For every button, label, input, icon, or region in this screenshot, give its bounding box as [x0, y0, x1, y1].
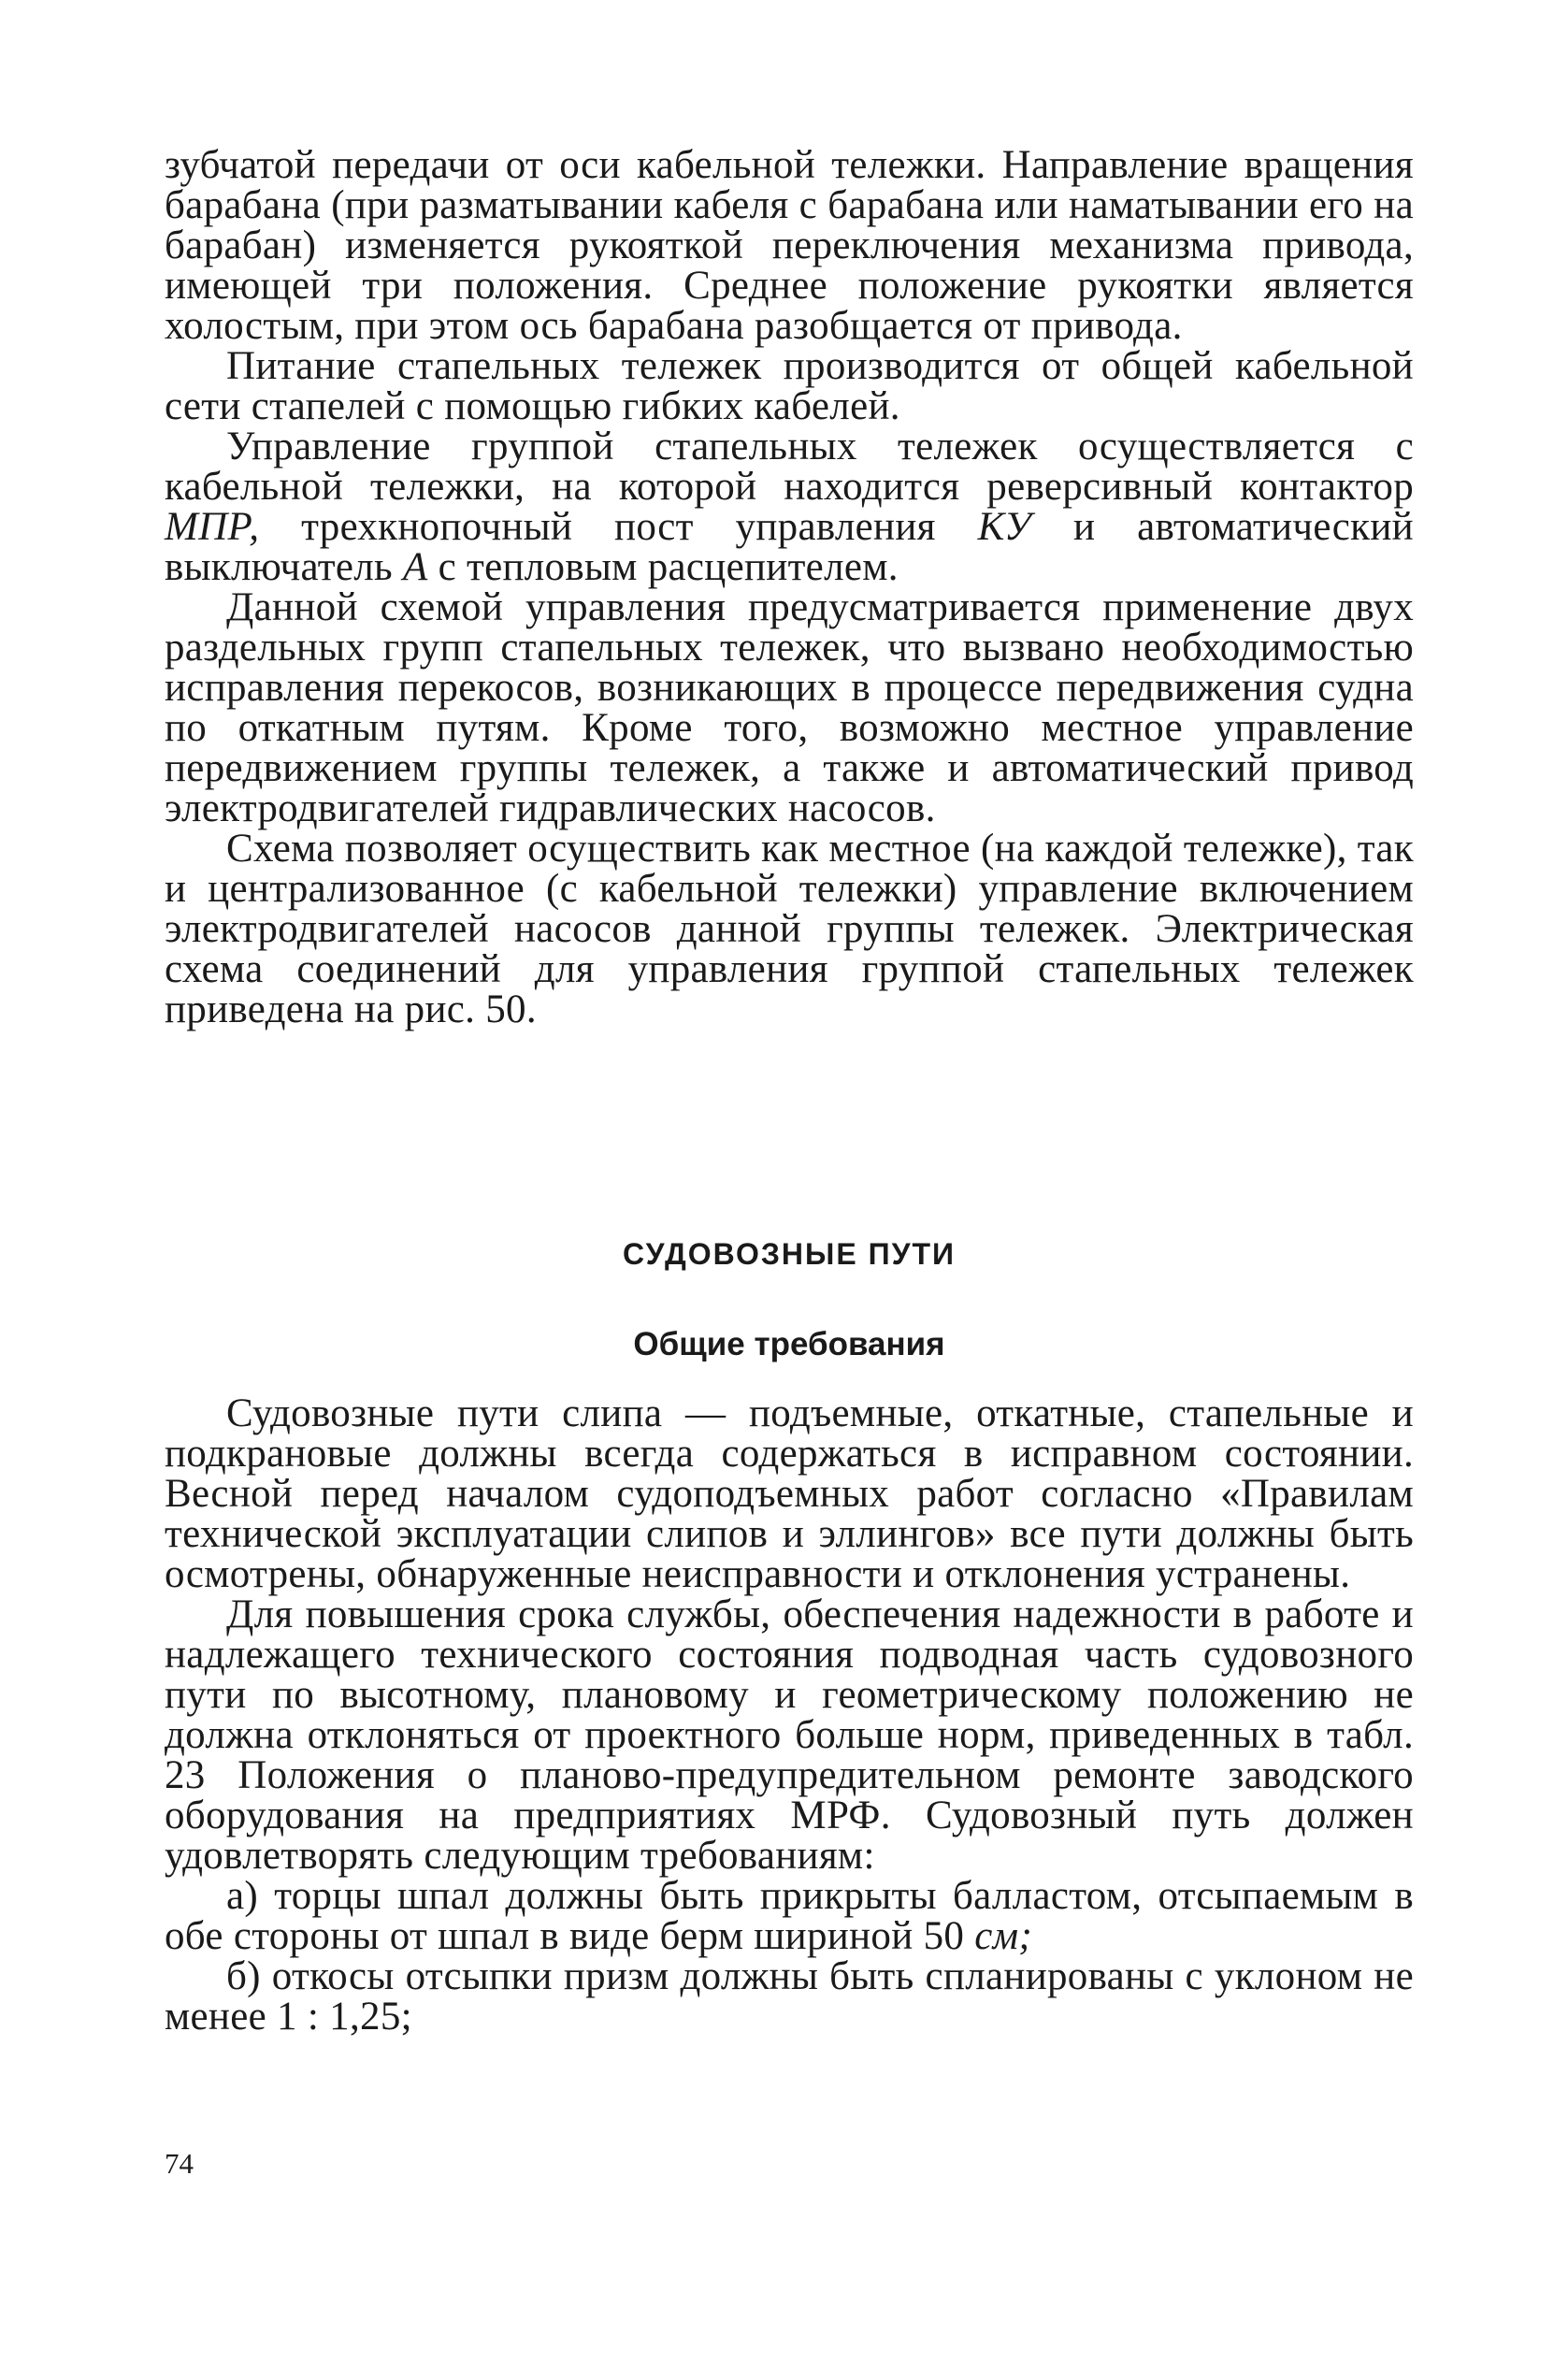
text-run: Управление группой стапельных тележек осуществляется с кабельной тележки, на которой находится реверсивный контактор	[165, 425, 1414, 509]
paragraph	[165, 1956, 1414, 2037]
text-run: трехкнопочный пост управления	[259, 505, 978, 549]
text-run: а) торцы шпал должны быть прикрыты балластом, отсыпаемым в обе стороны от шпал в виде берм шириной 50	[165, 1874, 1414, 1958]
italic-text: А	[402, 545, 428, 589]
text-block-bottom	[165, 1393, 1414, 2037]
italic-text: МПР,	[165, 505, 260, 549]
italic-text: см;	[974, 1914, 1032, 1958]
text-run: зубчатой передачи от оси кабельной тележки. Направление вращения барабана (при разматывании кабеля с барабана или наматывании его на барабан) изменяется рукояткой переключения механизма привода, имеющей три положения. Среднее положение рукоятки является холостым, при этом ось барабана разобщается от привода.	[165, 143, 1414, 348]
page-number: 74	[165, 2147, 194, 2180]
paragraph	[165, 828, 1414, 1030]
paragraph	[165, 426, 1414, 587]
text-run: Схема позволяет осуществить как местное (на каждой тележке), так и централизованное (с кабельной тележки) управление включением электродвигателей насосов данной группы тележек. Электрическая схема соединений для управления группой стапельных тележек приведена на рис. 50.	[165, 827, 1414, 1031]
paragraph	[165, 587, 1414, 828]
text-run: Данной схемой управления предусматривается применение двух раздельных групп стапельных тележек, что вызвано необходимостью исправления перекосов, возникающих в процессе передвижения судна по откатным путям. Кроме того, возможно местное управление передвижением группы тележек, а также и автоматический привод электродвигателей гидравлических насосов.	[165, 585, 1414, 830]
italic-text: КУ	[977, 505, 1032, 549]
paragraph	[165, 1876, 1414, 1956]
paragraph	[165, 1594, 1414, 1876]
text-block-top	[165, 145, 1414, 1030]
text-run: Питание стапельных тележек производится от общей кабельной сети стапелей с помощью гибких кабелей.	[165, 344, 1414, 428]
paragraph	[165, 145, 1414, 346]
text-run: с тепловым расцепителем.	[427, 545, 899, 589]
paragraph	[165, 1393, 1414, 1594]
text-run: и автоматический выключатель	[165, 505, 1414, 589]
text-run: Для повышения срока службы, обеспечения надежности в работе и надлежащего технического состояния подводная часть судовозного пути по высотному, плановому и геометрическому положению не должна отклоняться от проектного больше норм, приведенных в табл. 23 Положения о планово-предупредительном ремонте заводского оборудования на предприятиях МРФ. Судовозный путь должен удовлетворять следующим требованиям:	[165, 1592, 1414, 1878]
text-run: Судовозные пути слипа — подъемные, откатные, стапельные и подкрановые должны всегда содержаться в исправном состоянии. Весной перед началом судоподъемных работ согласно «Правилам технической эксплуатации слипов и эллингов» все пути должны быть осмотрены, обнаруженные неисправности и отклонения устранены.	[165, 1391, 1414, 1596]
text-run: б) откосы отсыпки призм должны быть спланированы с уклоном не менее 1 : 1,25;	[165, 1954, 1414, 2039]
paragraph	[165, 346, 1414, 426]
section-title: СУДОВОЗНЫЕ ПУТИ	[622, 1237, 957, 1271]
subsection-title: Общие требования	[633, 1326, 945, 1362]
